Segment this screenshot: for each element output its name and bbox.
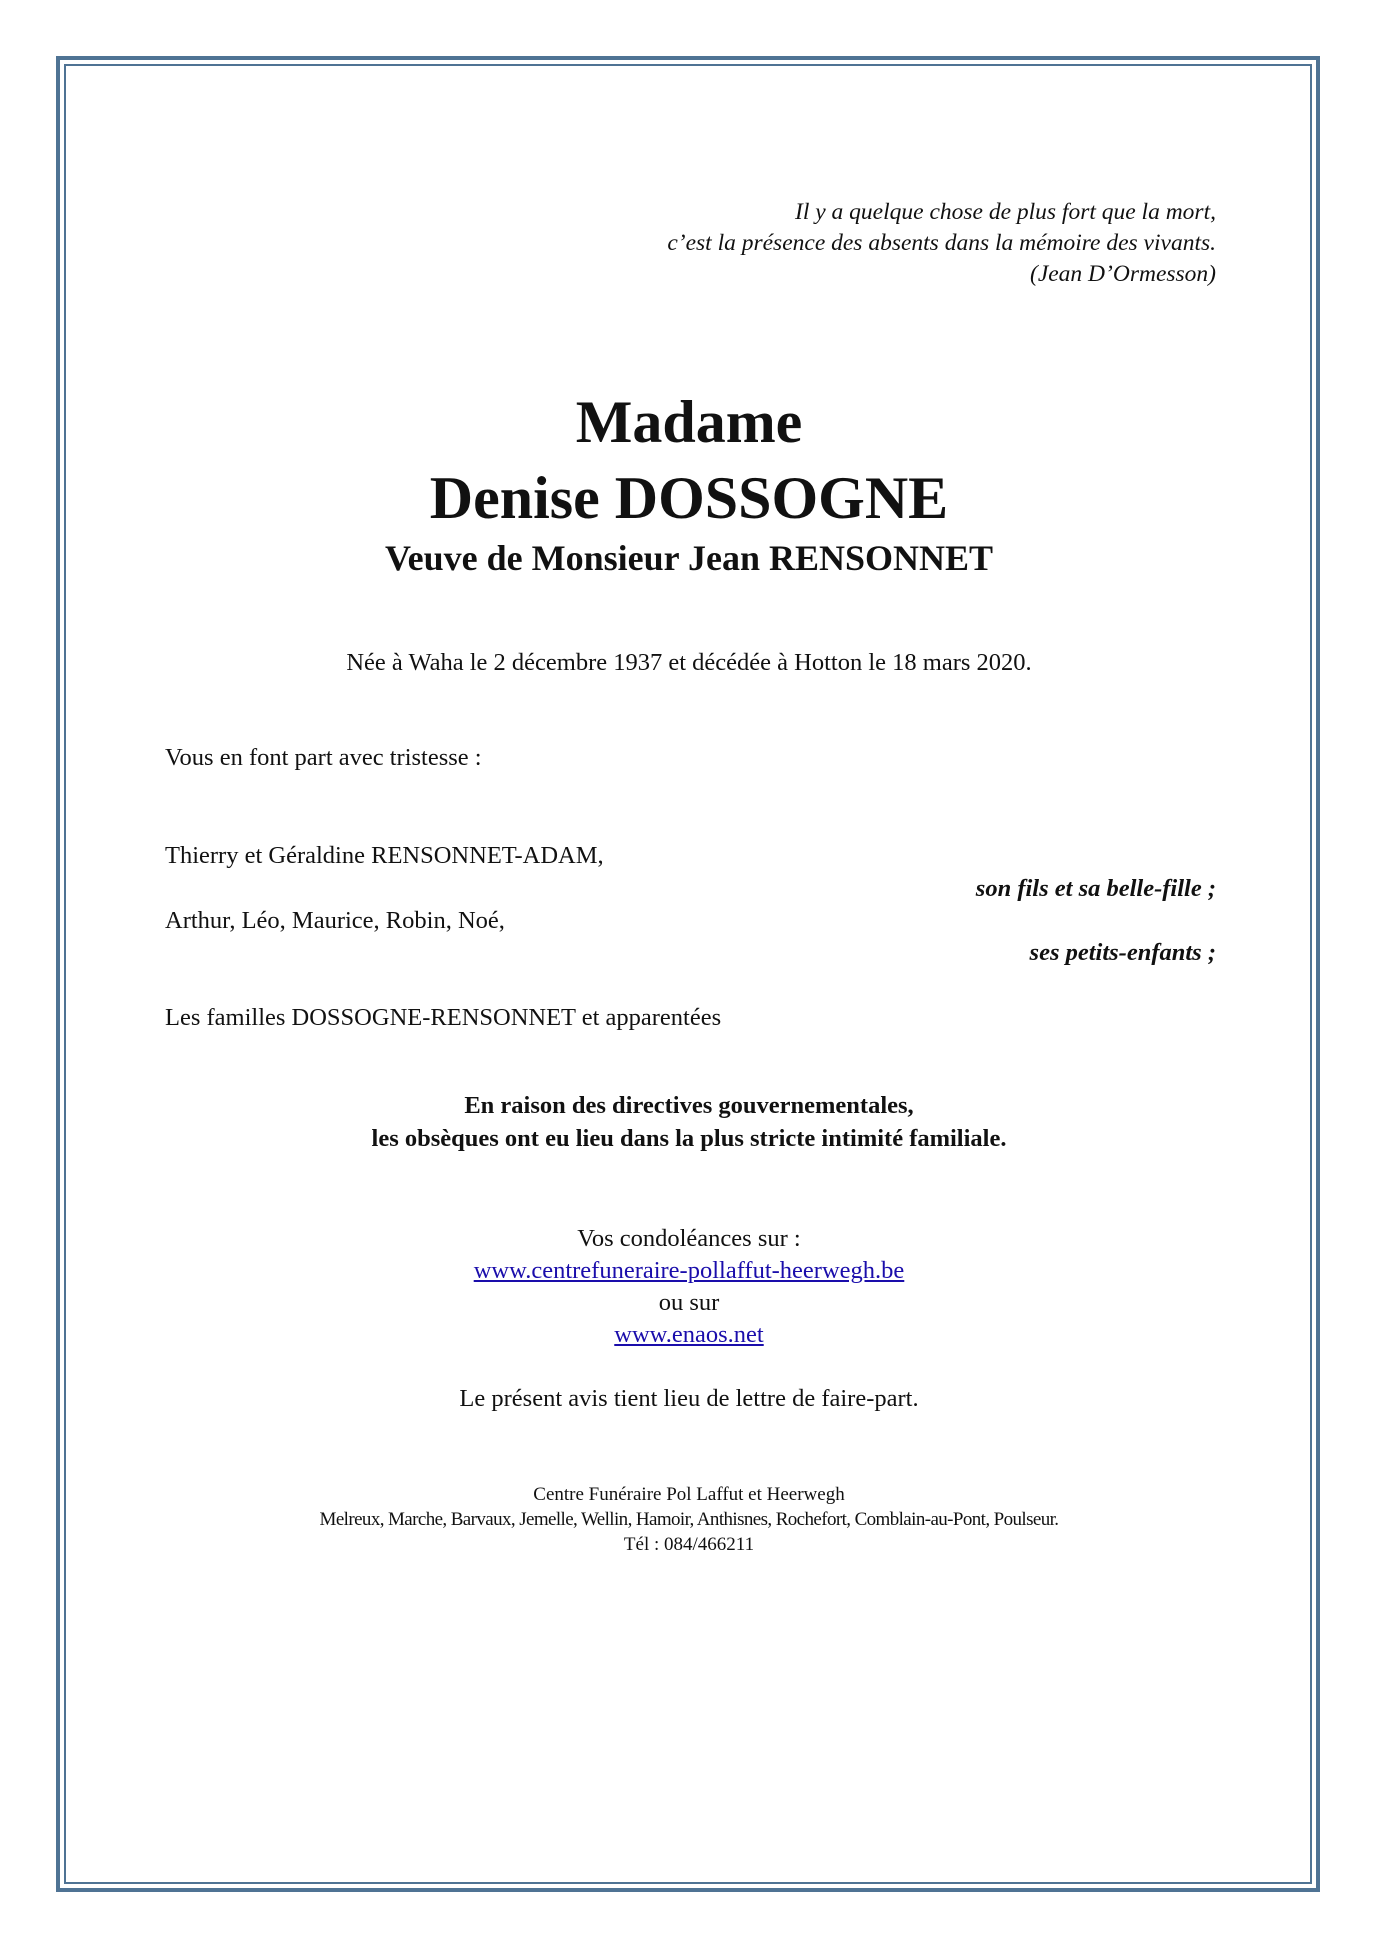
page-frame-inner [64,64,1312,1884]
condolences-link-enaos[interactable]: www.enaos.net [614,1321,764,1348]
footer-phone: Tél : 084/466211 [623,1534,755,1555]
funeral-home-footer [0,1482,1378,1557]
birth-death-line: Née à Waha le 2 décembre 1937 et décédée à Hotton le 18 mars 2020. [346,649,1032,676]
quote-line-1: Il y a quelque chose de plus fort que la mort, [795,199,1216,225]
family-member-names: Arthur, Léo, Maurice, Robin, Noé, [165,907,505,934]
notice-line-2: les obsèques ont eu lieu dans la plus stricte intimité familiale. [371,1125,1007,1152]
condolences-label: Vos condoléances sur : [577,1225,801,1252]
quote-author: (Jean D’Ormesson) [1030,261,1216,287]
family-member-names: Les familles DOSSOGNE-RENSONNET et apparentées [165,1004,722,1031]
present-notice: Le présent avis tient lieu de lettre de faire-part. [459,1385,919,1412]
footer-company: Centre Funéraire Pol Laffut et Heerwegh [533,1484,845,1505]
condolences-link-funeral-center[interactable]: www.centrefuneraire-pollaffut-heerwegh.be [473,1257,905,1284]
epigraph-quote [667,197,1216,290]
family-member-relation: son fils et sa belle-fille ; [975,875,1216,902]
quote-line-2: c’est la présence des absents dans la mémoire des vivants. [667,230,1216,256]
deceased-name: Denise DOSSOGNE [429,465,949,531]
footer-locations: Melreux, Marche, Barvaux, Jemelle, Wellin, Hamoir, Anthisnes, Rochefort, Comblain-au-Pont, Poulseur. [319,1509,1059,1530]
deceased-widow-of: Veuve de Monsieur Jean RENSONNET [384,538,994,578]
condolences-block [0,1223,1378,1351]
announcement-line: Vous en font part avec tristesse : [165,744,482,771]
condolences-or: ou sur [658,1289,720,1316]
deceased-salutation: Madame [575,389,803,455]
family-member-names: Thierry et Géraldine RENSONNET-ADAM, [165,842,604,869]
funeral-notice [0,1089,1378,1155]
notice-line-1: En raison des directives gouvernementales, [464,1092,914,1119]
family-member-relation: ses petits-enfants ; [1029,939,1216,966]
